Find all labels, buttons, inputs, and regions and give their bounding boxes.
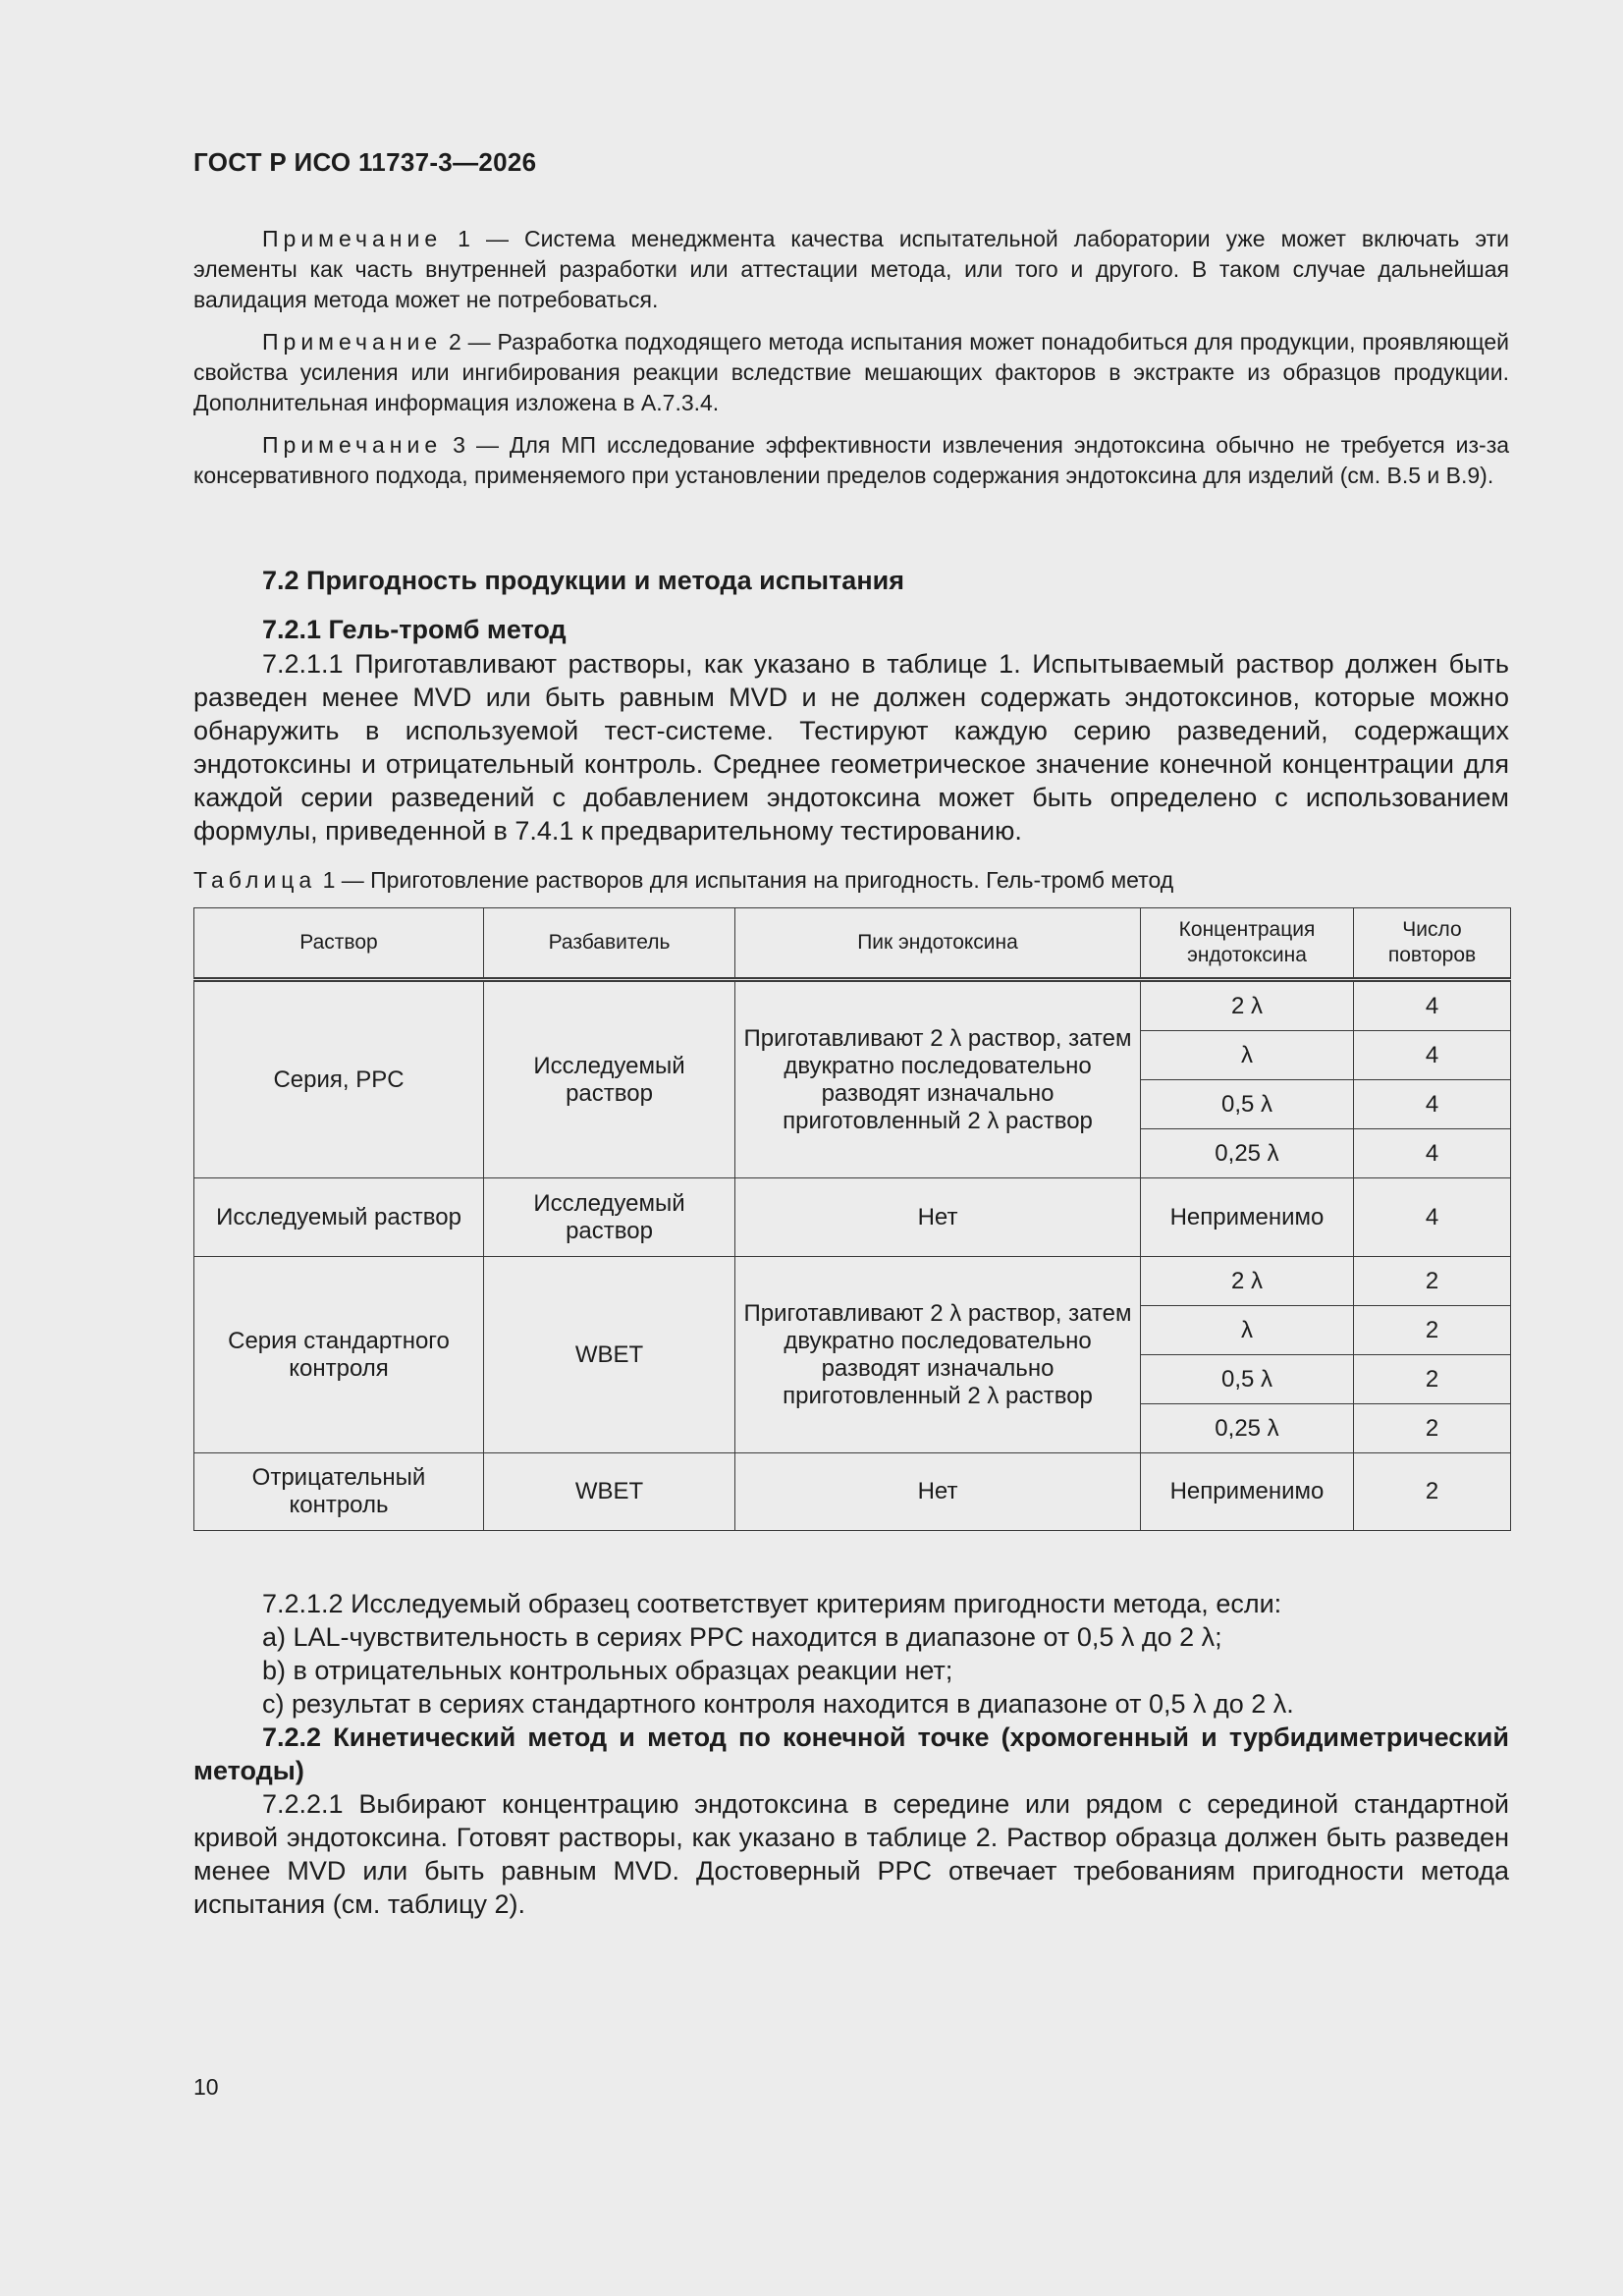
note-label: Примечание [262, 329, 443, 355]
spike-cell: Нет [735, 1453, 1141, 1531]
note-1 [193, 224, 1509, 315]
note-number: 2 [449, 329, 461, 355]
column-header: Разбавитель [484, 908, 735, 980]
concentration-cell: 0,25 λ [1141, 1129, 1354, 1178]
column-header: Раствор [194, 908, 484, 980]
replicates-cell: 4 [1354, 1080, 1511, 1129]
note-text: — Для МП исследование эффективности извлечения эндотоксина обычно не требуется из-за консервативного подхода, применяемого при установлении пределов содержания эндотоксина для изделий (см. В.5 и В.9). [193, 432, 1510, 488]
criteria-item: a) LAL-чувствительность в сериях PPC находится в диапазоне от 0,5 λ до 2 λ; [262, 1622, 1222, 1652]
concentration-cell: Неприменимо [1141, 1453, 1354, 1531]
solution-cell: Серия, PPC [194, 980, 484, 1178]
concentration-cell: 0,25 λ [1141, 1404, 1354, 1453]
criteria-intro: 7.2.1.2 Исследуемый образец соответствует критериям пригодности метода, если: [262, 1589, 1282, 1618]
spike-cell: Приготавливают 2 λ раствор, затем двукратно последовательно разводят изначально приготовленный 2 λ раствор [735, 1257, 1141, 1453]
solution-cell: Отрицательный контроль [194, 1453, 484, 1531]
section-heading-7-2: 7.2 Пригодность продукции и метода испытания [262, 566, 904, 595]
notes-block [193, 224, 1509, 503]
replicates-cell: 4 [1354, 1129, 1511, 1178]
replicates-cell: 4 [1354, 1178, 1511, 1257]
table-caption-text: — Приготовление растворов для испытания на пригодность. Гель-тромб метод [341, 867, 1174, 893]
diluent-cell: Исследуемый раствор [484, 980, 735, 1178]
table-row [194, 980, 1511, 1031]
document-header: ГОСТ Р ИСО 11737-3—2026 [193, 147, 537, 177]
column-header: Пик эндотоксина [735, 908, 1141, 980]
table-1 [193, 907, 1511, 1531]
replicates-cell: 2 [1354, 1306, 1511, 1355]
replicates-cell: 2 [1354, 1404, 1511, 1453]
concentration-cell: 2 λ [1141, 980, 1354, 1031]
concentration-cell: Неприменимо [1141, 1178, 1354, 1257]
spike-cell: Нет [735, 1178, 1141, 1257]
concentration-cell: 2 λ [1141, 1257, 1354, 1306]
note-label: Примечание [262, 226, 443, 251]
paragraph-7-2-2-1: 7.2.2.1 Выбирают концентрацию эндотоксина в середине или рядом с серединой стандартной кривой эндотоксина. Готовят растворы, как указано в таблице 2. Раствор образца должен быть разведен менее MVD или быть равным MVD. Достоверный PPC отвечает требованиям пригодности метода испытания (см. таблицу 2). [193, 1789, 1509, 1919]
column-header: Число повторов [1354, 908, 1511, 980]
column-header: Концентрация эндотоксина [1141, 908, 1354, 980]
table-caption-number: 1 [322, 867, 336, 893]
replicates-cell: 2 [1354, 1257, 1511, 1306]
note-3 [193, 430, 1509, 491]
replicates-cell: 2 [1354, 1453, 1511, 1531]
criteria-item: c) результат в сериях стандартного контроля находится в диапазоне от 0,5 λ до 2 λ. [262, 1689, 1294, 1719]
paragraph-7-2-1-1: 7.2.1.1 Приготавливают растворы, как указано в таблице 1. Испытываемый раствор должен быть разведен менее MVD или быть равным MVD и не должен содержать эндотоксинов, которые можно обнаружить в используемой тест-системе. Тестируют каждую серию разведений, содержащих эндотоксины и отрицательный контроль. Среднее геометрическое значение конечной концентрации для каждой серии разведений с добавлением эндотоксина может быть определено с использованием формулы, приведенной в 7.4.1 к предварительному тестированию. [193, 649, 1509, 846]
spike-cell: Приготавливают 2 λ раствор, затем двукратно последовательно разводят изначально приготовленный 2 λ раствор [735, 980, 1141, 1178]
note-number: 3 [453, 432, 465, 458]
solution-cell: Серия стандартного контроля [194, 1257, 484, 1453]
page-number: 10 [193, 2074, 219, 2100]
note-text: — Разработка подходящего метода испытания может понадобиться для продукции, проявляющей свойства усиления или ингибирования реакции вследствие мешающих факторов в экстракте из образцов продукции. Дополнительная информация изложена в А.7.3.4. [193, 329, 1510, 415]
diluent-cell: WBET [484, 1257, 735, 1453]
note-text: — Система менеджмента качества испытательной лаборатории уже может включать эти элементы как часть внутренней разработки или аттестации метода, или того и другого. В таком случае дальнейшая валидация метода может не потребоваться. [193, 226, 1509, 312]
replicates-cell: 4 [1354, 980, 1511, 1031]
table-row [194, 1453, 1511, 1531]
concentration-cell: 0,5 λ [1141, 1355, 1354, 1404]
criteria-and-7-2-2 [193, 1587, 1509, 1921]
solution-cell: Исследуемый раствор [194, 1178, 484, 1257]
section-heading-7-2-1: 7.2.1 Гель-тромб метод [262, 615, 567, 644]
note-label: Примечание [262, 432, 443, 458]
section-heading-7-2-2: 7.2.2 Кинетический метод и метод по конечной точке (хромогенный и турбидиметрический методы) [193, 1722, 1509, 1785]
note-number: 1 [458, 226, 470, 251]
diluent-cell: WBET [484, 1453, 735, 1531]
table-caption [193, 867, 1173, 894]
criteria-item: b) в отрицательных контрольных образцах реакции нет; [262, 1656, 953, 1685]
note-2 [193, 327, 1509, 418]
table-row [194, 1178, 1511, 1257]
replicates-cell: 2 [1354, 1355, 1511, 1404]
concentration-cell: λ [1141, 1306, 1354, 1355]
table-caption-label: Таблица [193, 867, 317, 893]
table-header-row [194, 908, 1511, 980]
diluent-cell: Исследуемый раствор [484, 1178, 735, 1257]
replicates-cell: 4 [1354, 1031, 1511, 1080]
concentration-cell: 0,5 λ [1141, 1080, 1354, 1129]
table-row [194, 1257, 1511, 1306]
concentration-cell: λ [1141, 1031, 1354, 1080]
